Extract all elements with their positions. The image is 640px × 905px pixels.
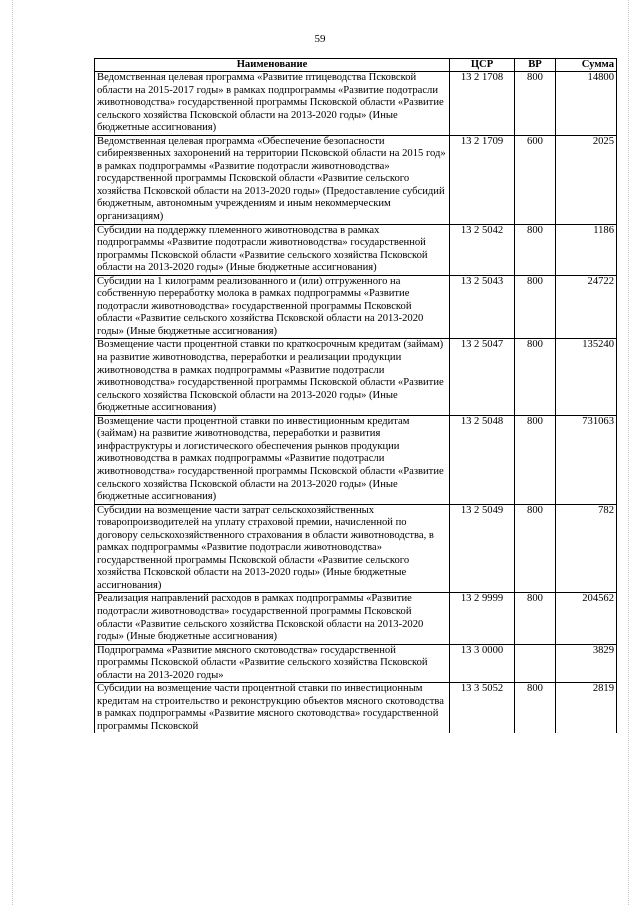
header-csr: ЦСР bbox=[450, 59, 515, 72]
row-name: Реализация направлений расходов в рамках подпрограммы «Развитие подотрасли животноводства» государственной программы Псковской области «Развитие сельского хозяйства Псковской области на 2013-2020 годы» (Иные бюджетные ассигнования) bbox=[95, 593, 450, 644]
row-csr: 13 2 5043 bbox=[450, 275, 515, 339]
row-vr: 800 bbox=[515, 72, 556, 136]
table-row bbox=[95, 135, 617, 224]
table-row bbox=[95, 72, 617, 136]
header-vr: ВР bbox=[515, 59, 556, 72]
row-sum: 2025 bbox=[556, 135, 617, 224]
row-name: Возмещение части процентной ставки по инвестиционным кредитам (займам) на развитие животноводства, переработки и развития инфраструктуры и логистического обеспечения рынков продукции животноводства в рамках подпрограммы «Развитие подотрасли животноводства» государственной программы Псковской области «Развитие сельского хозяйства Псковской области на 2013-2020 годы» (Иные бюджетные ассигнования) bbox=[95, 415, 450, 504]
row-sum: 135240 bbox=[556, 339, 617, 415]
row-vr: 600 bbox=[515, 135, 556, 224]
row-sum: 731063 bbox=[556, 415, 617, 504]
header-sum: Сумма bbox=[556, 59, 617, 72]
row-sum: 14800 bbox=[556, 72, 617, 136]
row-name: Возмещение части процентной ставки по краткосрочным кредитам (займам) на развитие животноводства, переработки и реализации продукции животноводства в рамках подпрограммы «Развитие подотрасли животноводства» государственной программы Псковской области «Развитие сельского хозяйства Псковской области на 2013-2020 годы» (Иные бюджетные ассигнования) bbox=[95, 339, 450, 415]
row-name: Подпрограмма «Развитие мясного скотоводства» государственной программы Псковской области «Развитие сельского хозяйства Псковской области на 2013-2020 годы» bbox=[95, 644, 450, 683]
row-sum: 24722 bbox=[556, 275, 617, 339]
row-name: Субсидии на возмещение части затрат сельскохозяйственных товаропроизводителей на уплату страховой премии, начисленной по договору сельскохозяйственного страхования в области животноводства, в рамках подпрограммы «Развитие подотрасли животноводства» государственной программы Псковской области «Развитие сельского хозяйства Псковской области на 2013-2020 годы» (Иные бюджетные ассигнования) bbox=[95, 504, 450, 593]
row-sum: 1186 bbox=[556, 224, 617, 275]
row-sum: 2819 bbox=[556, 683, 617, 734]
row-vr: 800 bbox=[515, 415, 556, 504]
page-number: 59 bbox=[314, 33, 326, 45]
row-name: Субсидии на возмещение части процентной ставки по инвестиционным кредитам на строительство и реконструкцию объектов мясного скотоводства в рамках подпрограммы «Развитие мясного скотоводства» государственной программы Псковской bbox=[95, 683, 450, 734]
row-csr: 13 2 5048 bbox=[450, 415, 515, 504]
row-csr: 13 2 5049 bbox=[450, 504, 515, 593]
row-vr bbox=[515, 644, 556, 683]
row-name: Субсидии на поддержку племенного животноводства в рамках подпрограммы «Развитие подотрасли животноводства» государственной программы Псковской области «Развитие сельского хозяйства Псковской области на 2013-2020 годы» (Иные бюджетные ассигнования) bbox=[95, 224, 450, 275]
row-vr: 800 bbox=[515, 593, 556, 644]
header-name: Наименование bbox=[95, 59, 450, 72]
budget-table bbox=[94, 58, 617, 733]
table-row bbox=[95, 339, 617, 415]
table-row bbox=[95, 683, 617, 734]
table-row bbox=[95, 504, 617, 593]
table-row bbox=[95, 593, 617, 644]
row-csr: 13 2 5042 bbox=[450, 224, 515, 275]
scan-edge-right bbox=[628, 0, 629, 905]
row-sum: 782 bbox=[556, 504, 617, 593]
row-csr: 13 2 5047 bbox=[450, 339, 515, 415]
row-name: Субсидии на 1 килограмм реализованного и (или) отгруженного на собственную переработку молока в рамках подпрограммы «Развитие подотрасли животноводства» государственной программы Псковской области «Развитие сельского хозяйства Псковской области на 2013-2020 годы» (Иные бюджетные ассигнования) bbox=[95, 275, 450, 339]
table-header-row bbox=[95, 59, 617, 72]
scan-edge-left bbox=[12, 0, 13, 905]
row-csr: 13 3 0000 bbox=[450, 644, 515, 683]
table-row bbox=[95, 224, 617, 275]
table-row bbox=[95, 275, 617, 339]
row-name: Ведомственная целевая программа «Развитие птицеводства Псковской области на 2015-2017 годы» в рамках подпрограммы «Развитие подотрасли животноводства» государственной программы Псковской области «Развитие сельского хозяйства Псковской области на 2013-2020 годы» (Иные бюджетные ассигнования) bbox=[95, 72, 450, 136]
row-sum: 204562 bbox=[556, 593, 617, 644]
row-vr: 800 bbox=[515, 339, 556, 415]
row-vr: 800 bbox=[515, 275, 556, 339]
row-csr: 13 2 9999 bbox=[450, 593, 515, 644]
row-name: Ведомственная целевая программа «Обеспечение безопасности сибиреязвенных захоронений на территории Псковской области на 2015 год» в рамках подпрограммы «Развитие подотрасли животноводства» государственной программы Псковской области «Развитие сельского хозяйства Псковской области на 2013-2020 годы» (Предоставление субсидий бюджетным, автономным учреждениям и иным некоммерческим организациям) bbox=[95, 135, 450, 224]
row-csr: 13 2 1709 bbox=[450, 135, 515, 224]
row-vr: 800 bbox=[515, 683, 556, 734]
row-vr: 800 bbox=[515, 224, 556, 275]
row-vr: 800 bbox=[515, 504, 556, 593]
row-sum: 3829 bbox=[556, 644, 617, 683]
row-csr: 13 2 1708 bbox=[450, 72, 515, 136]
table-row bbox=[95, 644, 617, 683]
row-csr: 13 3 5052 bbox=[450, 683, 515, 734]
table-row bbox=[95, 415, 617, 504]
